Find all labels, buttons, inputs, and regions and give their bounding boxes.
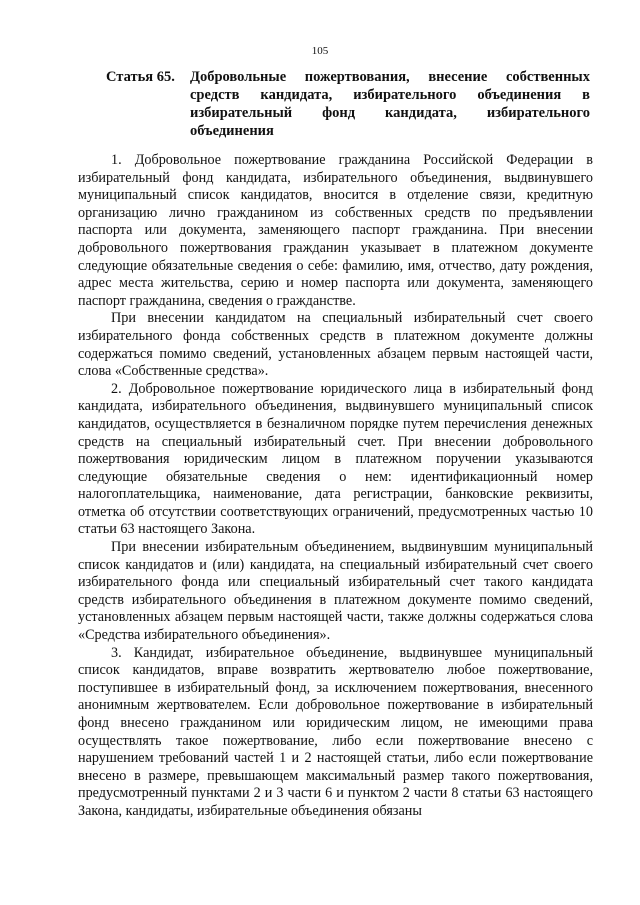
article-body (78, 152, 593, 821)
paragraph-part-2: 2. Добровольное пожертвование юридического лица в избирательный фонд кандидата, избирательного объединения, выдвинувшего муниципальный список кандидатов, осуществляется в безналичном порядке путем перечисления денежных средств на специальный избирательный счет. При внесении добровольного пожертвования юридическим лицом в платежном поручении указываются следующие обязательные сведения о нем: идентификационный номер налогоплательщика, наименование, дата регистрации, банковские реквизиты, отметка об отсутствии соответствующих ограничений, предусмотренных частью 10 статьи 63 настоящего Закона. (78, 380, 593, 538)
paragraph-part-2-association-funds: При внесении избирательным объединением, выдвинувшим муниципальный список кандидатов и (или) кандидата, на специальный избирательный счет своего избирательного фонда или специальный избирательный счет такого кандидата средств избирательного объединения в платежном документе помимо сведений, установленных абзацем первым настоящей части, также должны содержаться слова «Средства избирательного объединения». (78, 539, 593, 644)
paragraph-part-3: 3. Кандидат, избирательное объединение, выдвинувшее муниципальный список кандидатов, вправе возвратить жертвователю любое пожертвование, поступившее в избирательный фонд, за исключением пожертвования, внесенного анонимным жертвователем. Если добровольное пожертвование в избирательный фонд внесено гражданином или юридическим лицом, не имеющими права осуществлять такое пожертвование, либо если пожертвование внесено с нарушением требований частей 1 и 2 настоящей статьи, либо если пожертвование внесено в размере, превышающем максимальный размер такого пожертвования, предусмотренный пунктами 2 и 3 части 6 и пунктом 2 части 8 статьи 63 настоящего Закона, кандидаты, избирательные объединения обязаны (78, 644, 593, 819)
paragraph-part-1: 1. Добровольное пожертвование гражданина Российской Федерации в избирательный фонд кандидата, избирательного объединения, выдвинувшего муниципальный список кандидатов, вносится в отделение связи, кредитную организацию лично гражданином из собственных средств по предъявлении паспорта или документа, заменяющего паспорт гражданина. При внесении добровольного пожертвования гражданин указывает в платежном документе следующие обязательные сведения о себе: фамилию, имя, отчество, дату рождения, адрес места жительства, серию и номер паспорта или документа, заменяющего паспорт гражданина, сведения о гражданстве. (78, 152, 593, 309)
paragraph-part-1-own-funds: При внесении кандидатом на специальный избирательный счет своего избирательного фонда собственных средств в платежном документе должны содержаться помимо сведений, установленных абзацем первым настоящей части, слова «Собственные средства». (78, 310, 593, 380)
article-number: Статья 65. (106, 69, 175, 85)
article-heading (106, 68, 590, 140)
page-number: 105 (311, 45, 329, 57)
article-title: Добровольные пожертвования, внесение собственных средств кандидата, избирательного объединения в избирательный фонд кандидата, избирательного объединения (190, 69, 590, 139)
